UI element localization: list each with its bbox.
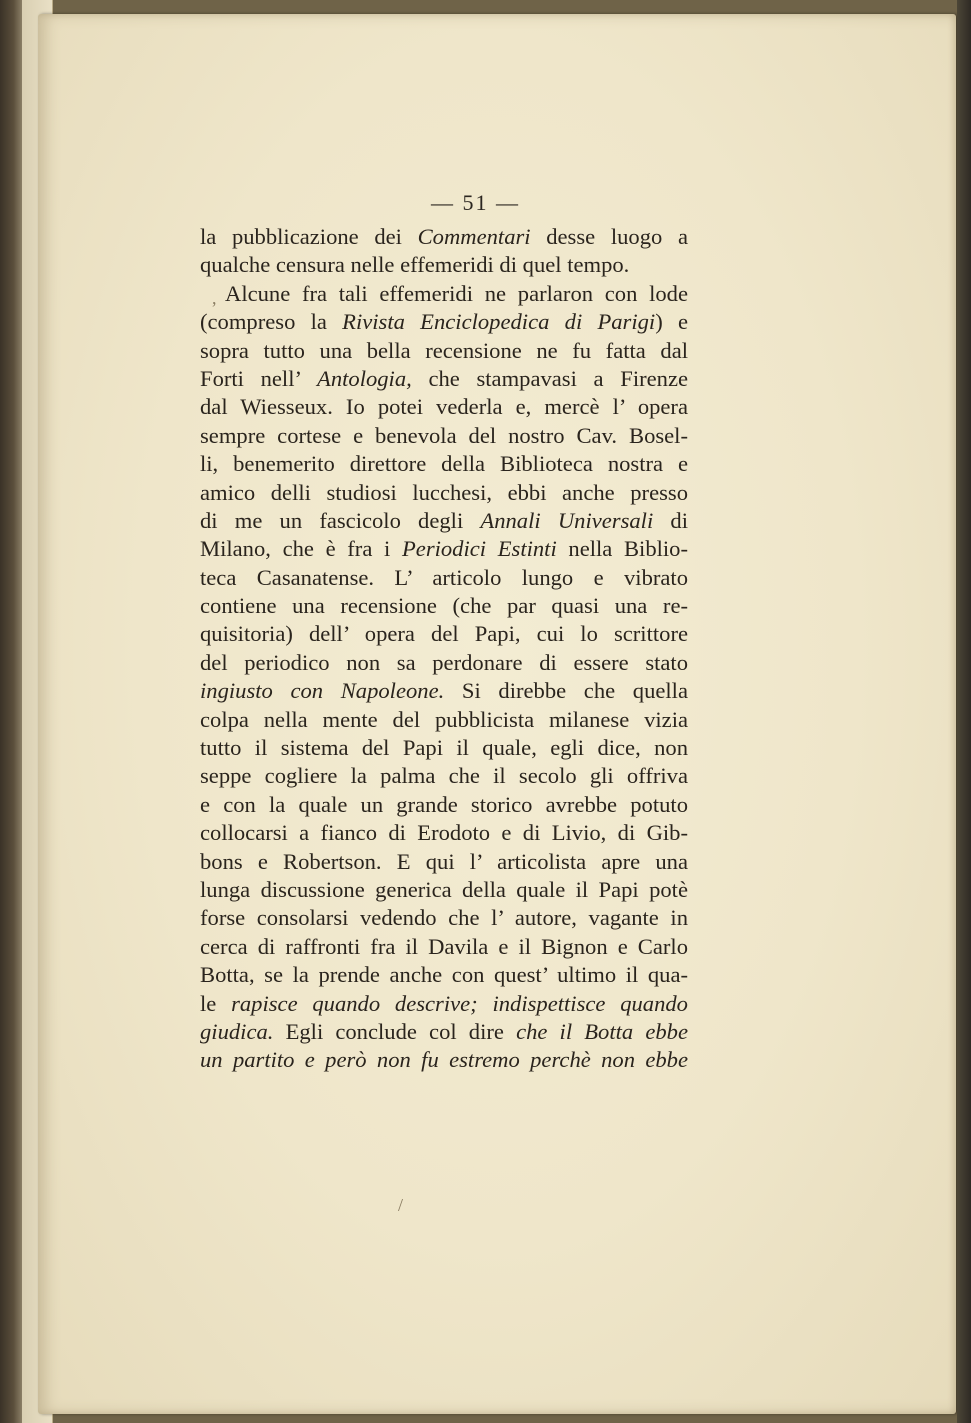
text-line: giudica. Egli conclude col dire che il Botta ebbe [200,1018,688,1044]
text-line: un partito e però non fu estremo perchè non ebbe [200,1047,688,1073]
text-line: dal Wiesseux. Io potei vederla e, mercè l’ opera [200,394,688,420]
text-line: seppe cogliere la palma che il secolo gli offriva [200,763,688,789]
stray-mark: / [398,1195,404,1215]
text-line: e con la quale un grande storico avrebbe potuto [200,791,688,817]
text-line: tutto il sistema del Papi il quale, egli dice, non [200,735,688,761]
text-line: lunga discussione generica della quale il Papi potè [200,876,688,902]
text-line: (compreso la Rivista Enciclopedica di Parigi) e [200,309,689,335]
body-text [200,223,688,1075]
text-line: ingiusto con Napoleone. Si direbbe che quella [200,678,688,704]
text-line: sempre cortese e benevola del nostro Cav. Bosel- [200,422,688,448]
text-line: teca Casanatense. L’ articolo lungo e vibrato [200,564,688,590]
text-line: li, benemerito direttore della Biblioteca nostra e [200,451,688,477]
text-line: bons e Robertson. E qui l’ articolista apre una [200,848,688,874]
text-line: colpa nella mente del pubblicista milanese vizia [200,706,688,732]
text-line: la pubblicazione dei Commentari desse luogo a [200,224,688,249]
text-line: Milano, che è fra i Periodici Estinti nella Biblio- [200,536,688,562]
text-line: cerca di raffronti fra il Davila e il Bignon e Carlo [200,933,688,959]
text-line: Forti nell’ Antologia, che stampavasi a Firenze [200,365,688,391]
text-line: Alcune fra tali effemeridi ne parlaron con lode [225,280,688,306]
text-line: di me un fascicolo degli Annali Universali di [200,507,688,533]
text-line: Botta, se la prende anche con quest’ ultimo il qua- [200,962,688,988]
text-line: qualche censura nelle effemeridi di quel tempo. [200,252,630,278]
page-number: — 51 — [431,190,520,215]
text-line: quisitoria) dell’ opera del Papi, cui lo scrittore [200,621,688,647]
text-line: contiene una recensione (che par quasi una re- [200,593,688,619]
text-line: sopra tutto una bella recensione ne fu fatta dal [200,337,688,363]
text-line: le rapisce quando descrive; indispettisce quando [200,990,688,1016]
text-line: forse consolarsi vedendo che l’ autore, vagante in [200,905,688,931]
text-line: del periodico non sa perdonare di essere stato [200,649,688,675]
text-line: amico delli studiosi lucchesi, ebbi anche presso [200,479,688,505]
text-line: collocarsi a fianco di Erodoto e di Livio, di Gib- [200,820,688,846]
stray-mark: , [212,288,217,308]
